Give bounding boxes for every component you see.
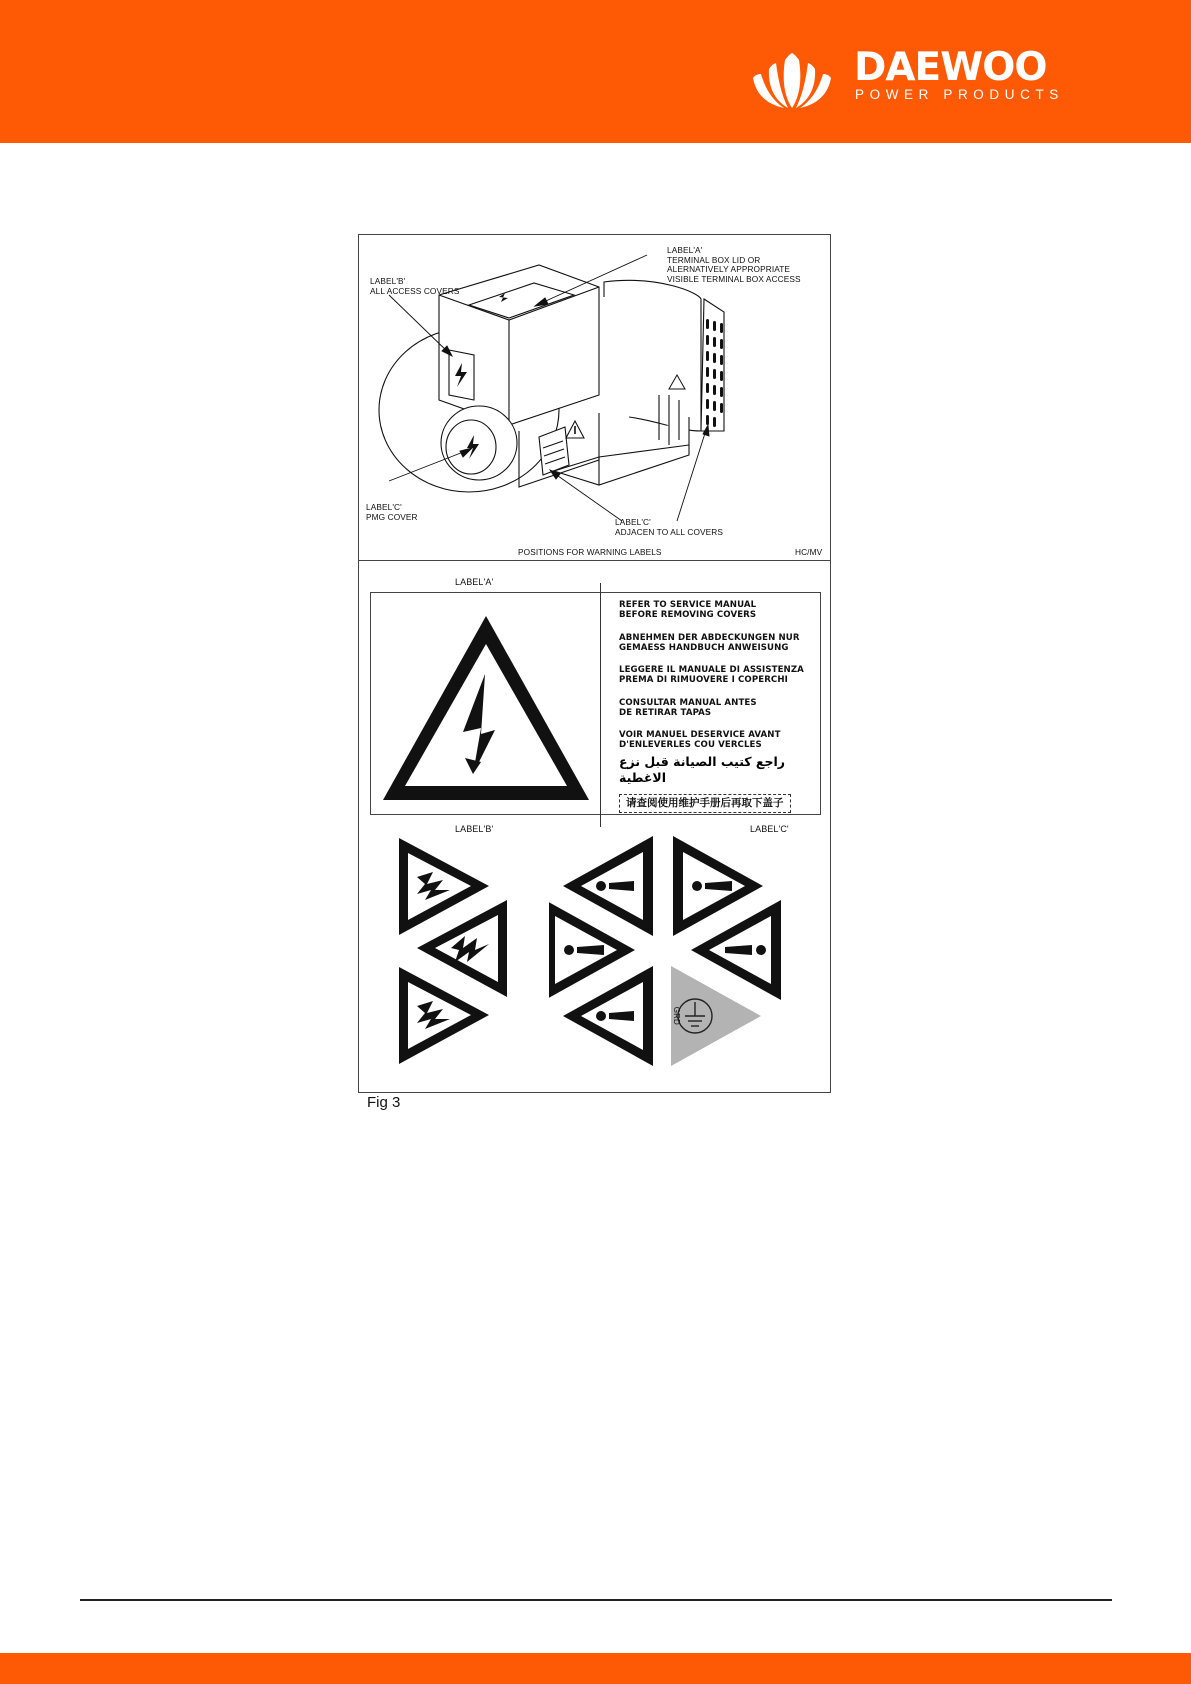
label-a-heading: LABEL'A' [455,577,494,587]
brand-name: DAEWOO [854,45,1047,90]
callout-label-b: LABEL'B' ALL ACCESS COVERS [370,276,460,296]
warning-labels-figure [358,234,831,1093]
figure-code: HC/MV [795,547,823,557]
warning-french: VOIR MANUEL DESERVICE AVANT D'ENLEVERLES COU VERCLES [619,730,781,750]
warning-english: REFER TO SERVICE MANUAL BEFORE REMOVING COVERS [619,600,757,620]
footer-rule [80,1599,1112,1601]
figure-divider [359,560,830,561]
ground-symbol-text: GRD [671,1006,681,1025]
callout-label-c-pmg: LABEL'C' PMG COVER [366,502,418,522]
figure-caption: Fig 3 [367,1094,401,1111]
callout-label-c-covers: LABEL'C' ADJACEN TO ALL COVERS [615,517,723,537]
callout-label-a: LABEL'A' TERMINAL BOX LID OR ALERNATIVELY APPROPRIATE VISIBLE TERMINAL BOX ACCESS [667,245,801,284]
warning-text-block [619,600,819,813]
warning-chinese: 请查阅使用维护手册后再取下盖子 [619,794,791,813]
figure-title: POSITIONS FOR WARNING LABELS [518,547,662,557]
label-c-heading: LABEL'C' [750,824,789,834]
footer-band [0,1653,1191,1684]
label-c-stickers [549,832,799,1073]
warning-spanish: CONSULTAR MANUAL ANTES DE RETIRAR TAPAS [619,697,757,718]
high-voltage-triangle-icon [377,610,595,806]
warning-arabic: راجع كتيب الصيانة قبل نزع الاغطية [619,754,785,785]
daewoo-fan-icon [753,53,831,108]
label-a-separator [600,583,601,827]
lightning-triangle-icon [399,967,489,1064]
label-b-stickers [395,832,515,1073]
warning-german: ABNEHMEN DER ABDECKUNGEN NUR GEMAESS HANDBUCH ANWEISUNG [619,632,800,653]
brand-tagline: POWER PRODUCTS [855,87,1064,102]
label-b-heading: LABEL'B' [455,824,494,834]
warning-italian: LEGGERE IL MANUALE DI ASSISTENZA PREMA DI RIMUOVERE I COPERCHI [619,665,804,685]
